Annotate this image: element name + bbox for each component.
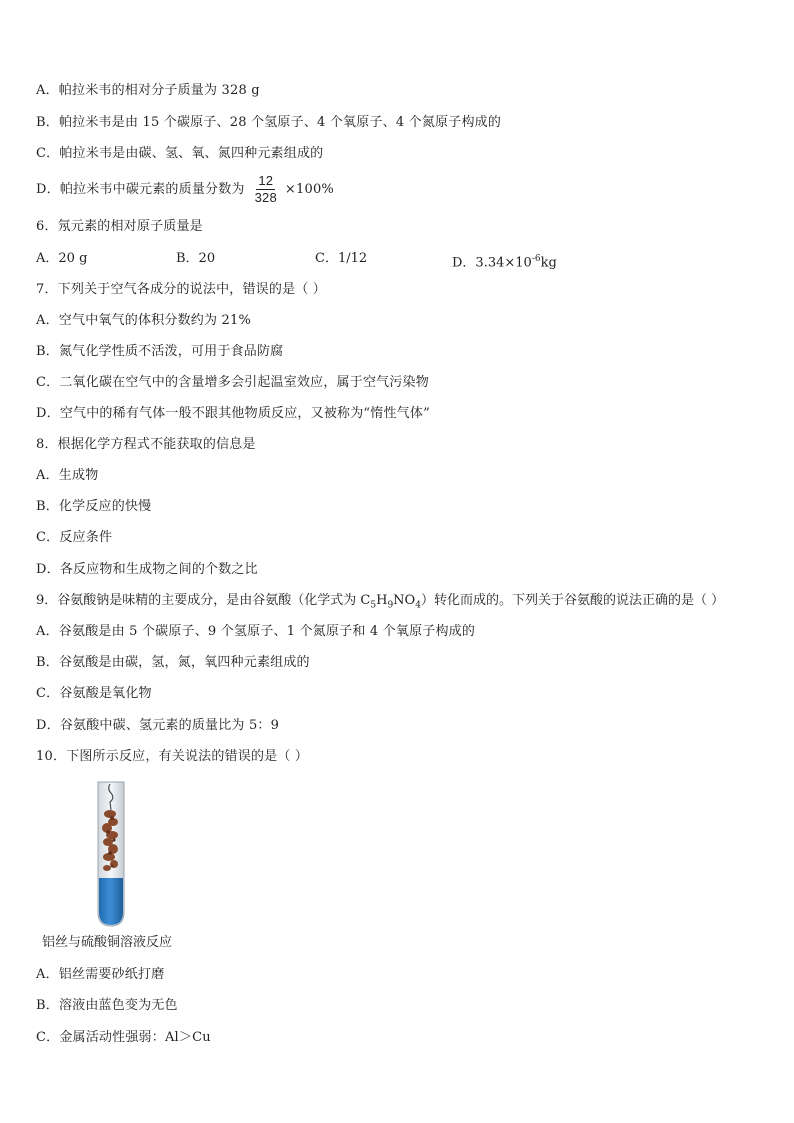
test-tube-illustration <box>86 780 136 928</box>
q6-option-d-exponent: -6 <box>531 254 541 264</box>
q6-options <box>36 250 596 271</box>
q9-sub-o: 4 <box>415 600 421 611</box>
q9-sub-c: 5 <box>370 600 377 611</box>
q9-formula-no: NO <box>393 593 416 608</box>
q9-stem <box>36 592 724 615</box>
q8-option-a: A．生成物 <box>36 468 99 483</box>
q7-option-c: C．二氧化碳在空气中的含量增多会引起温室效应，属于空气污染物 <box>36 375 429 390</box>
q6-option-c: C．1/12 <box>315 251 368 266</box>
q7-option-d: D．空气中的稀有气体一般不跟其他物质反应，又被称为“惰性气体” <box>36 406 430 421</box>
q6-option-d-base: D．3.34×10 <box>452 255 532 271</box>
q9-sub-h: 9 <box>387 600 394 611</box>
q10-option-c: C．金属活动性强弱：Al＞Cu <box>36 1030 211 1045</box>
fraction <box>253 173 279 206</box>
q8-stem: 8．根据化学方程式不能获取的信息是 <box>36 437 256 452</box>
figure-caption: 铝丝与硫酸铜溶液反应 <box>42 935 173 950</box>
q9-stem-pre: 9．谷氨酸钠是味精的主要成分，是由谷氨酸（化学式为 C <box>36 593 371 608</box>
q8-option-d: D．各反应物和生成物之间的个数之比 <box>36 562 258 577</box>
q10-option-b: B．溶液由蓝色变为无色 <box>36 998 178 1013</box>
q6-option-b: B．20 <box>176 251 216 266</box>
q5-option-d <box>36 173 334 207</box>
q6-stem: 6．氖元素的相对原子质量是 <box>36 219 203 234</box>
q9-option-b: B．谷氨酸是由碳，氢，氮，氧四种元素组成的 <box>36 655 310 670</box>
q7-stem: 7．下列关于空气各成分的说法中，错误的是（ ） <box>36 282 327 297</box>
q5-option-d-suffix: ×100% <box>284 182 334 197</box>
fraction-numerator: 12 <box>258 173 274 188</box>
fraction-denominator: 328 <box>254 190 277 205</box>
q10-option-a: A．铝丝需要砂纸打磨 <box>36 967 165 982</box>
q5-option-c: C．帕拉米韦是由碳、氢、氧、氮四种元素组成的 <box>36 146 324 161</box>
q8-option-c: C．反应条件 <box>36 530 113 545</box>
q6-option-d-unit: kg <box>540 255 557 271</box>
q10-stem: 10．下图所示反应，有关说法的错误的是（ ） <box>36 749 309 764</box>
q9-stem-post: ）转化而成的。下列关于谷氨酸的说法正确的是（ ） <box>420 593 725 608</box>
q9-formula-h: H <box>376 593 388 608</box>
q9-option-d: D．谷氨酸中碳、氢元素的质量比为 5：9 <box>36 718 280 733</box>
q7-option-a: A．空气中氧气的体积分数约为 21% <box>36 313 252 328</box>
q9-option-c: C．谷氨酸是氧化物 <box>36 686 152 701</box>
q6-option-d <box>452 250 557 272</box>
q5-option-a: A．帕拉米韦的相对分子质量为 328 g <box>36 83 260 98</box>
q8-option-b: B．化学反应的快慢 <box>36 499 152 514</box>
test-tube-image <box>86 780 136 928</box>
q7-option-b: B．氮气化学性质不活泼，可用于食品防腐 <box>36 344 284 359</box>
q5-option-d-prefix: D．帕拉米韦中碳元素的质量分数为 <box>36 182 245 197</box>
q6-option-a: A．20 g <box>36 251 88 266</box>
q9-option-a: A．谷氨酸是由 5 个碳原子、9 个氢原子、1 个氮原子和 4 个氧原子构成的 <box>36 624 476 639</box>
q5-option-b: B．帕拉米韦是由 15 个碳原子、28 个氢原子、4 个氧原子、4 个氮原子构成的 <box>36 115 502 130</box>
